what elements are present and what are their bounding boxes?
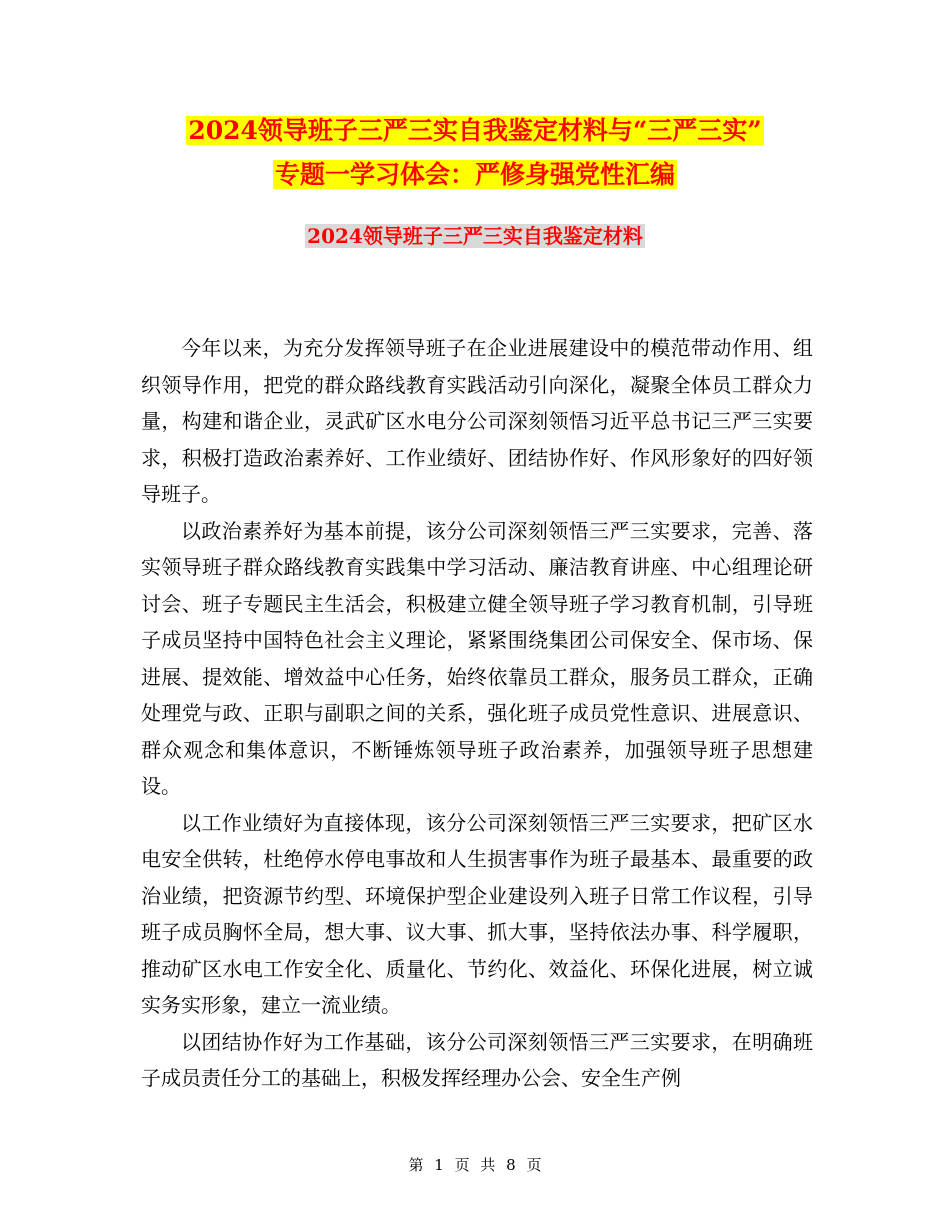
document-title-line-1-text: 2024领导班子三严三实自我鉴定材料与“三严三实” — [188, 116, 762, 145]
paragraph: 以团结协作好为工作基础，该分公司深刻领悟三严三实要求，在明确班子成员责任分工的基础上，积极发挥经理办公会、安全生产例 — [141, 1029, 813, 1090]
paragraph: 以工作业绩好为直接体现，该分公司深刻领悟三严三实要求，把矿区水电安全供转，杜绝停水停电事故和人生损害事作为班子最基本、最重要的政治业绩，把资源节约型、环境保护型企业建设列入班子日常工作议程，引导班子成员胸怀全局，想大事、议大事、抓大事，坚持依法办事、科学履职，推动矿区水电工作安全化、质量化、节约化、效益化、环保化进展，树立诚实务实形象，建立一流业绩。 — [141, 810, 813, 1017]
paragraph: 以政治素养好为基本前提，该分公司深刻领悟三严三实要求，完善、落实领导班子群众路线教育实践集中学习活动、廉洁教育讲座、中心组理论研讨会、班子专题民主生活会，积极建立健全领导班子学习教育机制，引导班子成员坚持中国特色社会主义理论，紧紧围绕集团公司保安全、保市场、保进展、提效能、增效益中心任务，始终依靠员工群众，服务员工群众，正确处理党与政、正职与副职之间的关系，强化班子成员党性意识、进展意识、群众观念和集体意识，不断锤炼领导班子政治素养，加强领导班子思想建设。 — [141, 518, 813, 798]
body-text — [141, 330, 813, 1097]
section-title-text: 2024领导班子三严三实自我鉴定材料 — [307, 224, 643, 248]
document-title-line-2-text: 专题一学习体会：严修身强党性汇编 — [274, 160, 675, 189]
paragraph: 今年以来，为充分发挥领导班子在企业进展建设中的模范带动作用、组织领导作用，把党的群众路线教育实践活动引向深化，凝聚全体员工群众力量，构建和谐企业，灵武矿区水电分公司深刻领悟习近平总书记三严三实要求，积极打造政治素养好、工作业绩好、团结协作好、作风形象好的四好领导班子。 — [141, 336, 813, 506]
page-footer: 第 1 页 共 8 页 — [408, 1156, 542, 1174]
section-title — [0, 220, 950, 252]
document-title-line-1 — [0, 112, 950, 150]
document-title-line-2 — [0, 156, 950, 194]
